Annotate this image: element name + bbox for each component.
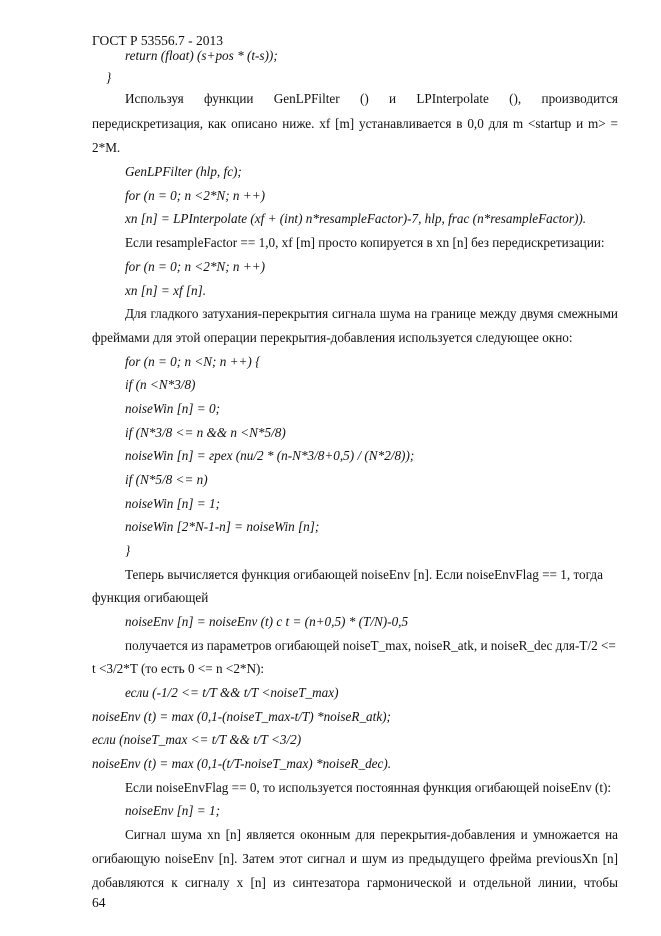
text-line: Сигнал шума xn [n] является оконным для перекрытия-добавления и умножается на <box>125 827 618 842</box>
text-line: for (n = 0; n <2*N; n ++) <box>125 259 265 274</box>
text-line: Если resampleFactor == 1,0, xf [m] просто копируется в xn [n] без передискретизации: <box>125 235 605 250</box>
text-line: if (N*5/8 <= n) <box>125 472 208 487</box>
text-line: GenLPFilter (hlp, fc); <box>125 164 242 179</box>
text-line: если (noiseT_max <= t/T && t/T <3/2) <box>92 732 302 747</box>
text-line: noiseWin [2*N-1-n] = noiseWin [n]; <box>125 519 320 534</box>
text-line: добавляются к сигналу x [n] из синтезатора гармонической и отдельной линии, чтобы <box>92 875 618 890</box>
text-line: for (n = 0; n <N; n ++) { <box>125 354 261 369</box>
text-line: Используя функции GenLPFilter () и LPInterpolate (), производится <box>125 91 618 106</box>
text-line: } <box>125 543 131 558</box>
text-line: noiseEnv [n] = noiseEnv (t) c t = (n+0,5) * (T/N)-0,5 <box>125 614 409 629</box>
text-line: noiseEnv (t) = max (0,1-(t/T-noiseT_max) *noiseR_dec). <box>92 756 392 771</box>
text-line: noiseWin [n] = 1; <box>125 496 220 511</box>
text-line: фреймами для этой операции перекрытия-добавления используется следующее окно: <box>92 330 573 345</box>
text-line: если (-1/2 <= t/T && t/T <noiseT_max) <box>125 685 339 700</box>
text-line: noiseWin [n] = 0; <box>125 401 220 416</box>
text-line: noiseEnv (t) = max (0,1-(noiseT_max-t/T) *noiseR_atk); <box>92 709 391 724</box>
document-header: ГОСТ Р 53556.7 - 2013 <box>92 33 224 48</box>
text-line: for (n = 0; n <2*N; n ++) <box>125 188 265 203</box>
text-line: noiseEnv [n] = 1; <box>125 803 220 818</box>
text-line: } <box>106 70 112 85</box>
text-line: 2*M. <box>92 140 121 155</box>
text-line: передискретизация, как описано ниже. xf [m] устанавливается в 0,0 для m <startup и m> = <box>92 116 618 131</box>
text-line: if (N*3/8 <= n && n <N*5/8) <box>125 425 286 440</box>
text-line: получается из параметров огибающей noiseT_max, noiseR_atk, и noiseR_dec для-T/2 <= <box>125 638 616 653</box>
text-line: return (float) (s+pos * (t-s)); <box>125 48 278 63</box>
text-line: t <3/2*T (то есть 0 <= n <2*N): <box>92 661 265 676</box>
page-number: 64 <box>92 895 106 910</box>
text-line: функция огибающей <box>92 590 209 605</box>
text-line: noiseWin [n] = гpex (nu/2 * (n-N*3/8+0,5) / (N*2/8)); <box>125 448 415 463</box>
text-line: xn [n] = LPInterpolate (xf + (int) n*resampleFactor)-7, hlp, frac (n*resampleFactor)). <box>125 211 587 226</box>
text-line: Если noiseEnvFlag == 0, то используется постоянная функция огибающей noiseEnv (t): <box>125 780 612 795</box>
text-line: if (n <N*3/8) <box>125 377 196 392</box>
text-line: xn [n] = xf [n]. <box>125 283 207 298</box>
text-line: огибающую noiseEnv [n]. Затем этот сигнал и шум из предыдущего фрейма previousXn [n] <box>92 851 618 866</box>
text-line: Теперь вычисляется функция огибающей noiseEnv [n]. Если noiseEnvFlag == 1, тогда <box>125 567 603 582</box>
text-line: Для гладкого затухания-перекрытия сигнала шума на границе между двумя смежными <box>125 306 618 321</box>
